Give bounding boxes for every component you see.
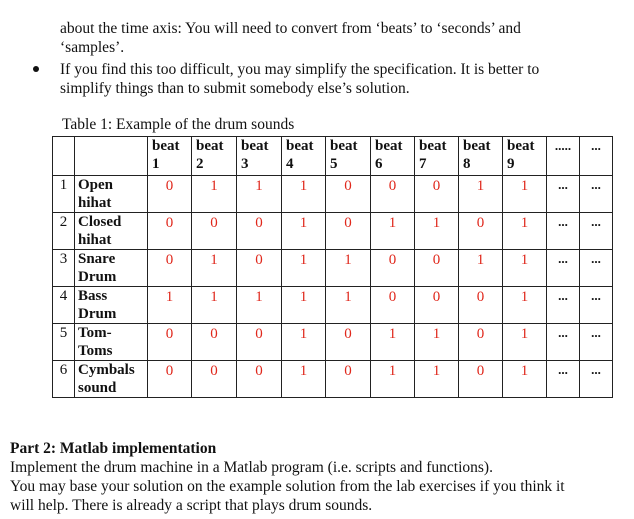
beat-number: 2 <box>196 156 204 172</box>
beat-value: 1 <box>503 287 547 324</box>
intro-line-1: about the time axis: You will need to convert from ‘beats’ to ‘seconds’ and <box>60 20 521 37</box>
header-empty-name <box>75 137 148 176</box>
header-dots-a: ..... <box>547 137 580 176</box>
intro-line-2: ‘samples’. <box>60 39 125 56</box>
drum-name-line-2: hihat <box>78 195 112 211</box>
header-beat <box>237 137 282 176</box>
beat-number: 8 <box>463 156 471 172</box>
beat-value: 0 <box>192 213 237 250</box>
beat-value: 1 <box>459 176 503 213</box>
beat-value: 0 <box>148 250 192 287</box>
beat-value: 0 <box>415 287 459 324</box>
beat-value: 0 <box>326 361 371 398</box>
header-empty-num <box>53 137 75 176</box>
header-beat <box>459 137 503 176</box>
beat-value: 0 <box>415 176 459 213</box>
beat-value: 1 <box>282 361 326 398</box>
row-number: 2 <box>53 213 75 250</box>
beat-value: 1 <box>371 324 415 361</box>
beat-value: 1 <box>459 250 503 287</box>
table-row <box>53 361 613 398</box>
header-dots-b: ... <box>580 137 613 176</box>
beat-value: 1 <box>192 250 237 287</box>
header-beat <box>192 137 237 176</box>
row-number: 3 <box>53 250 75 287</box>
row-dots-a: ... <box>547 176 580 213</box>
bullet-line-2: simplify things than to submit somebody else’s solution. <box>60 80 410 97</box>
drum-name-line-1: Snare <box>78 251 116 267</box>
table-row <box>53 213 613 250</box>
drum-name <box>75 250 148 287</box>
drum-name-line-1: Cymbals <box>78 362 135 378</box>
drum-name <box>75 287 148 324</box>
table-row <box>53 176 613 213</box>
header-beat <box>148 137 192 176</box>
beat-number: 6 <box>375 156 383 172</box>
beat-word: beat <box>152 138 180 154</box>
beat-value: 1 <box>282 250 326 287</box>
beat-value: 1 <box>371 361 415 398</box>
drum-sounds-table <box>52 136 613 398</box>
beat-value: 1 <box>415 361 459 398</box>
beat-number: 9 <box>507 156 515 172</box>
beat-value: 0 <box>415 250 459 287</box>
row-dots-b: ... <box>580 250 613 287</box>
beat-value: 0 <box>148 361 192 398</box>
beat-value: 0 <box>459 324 503 361</box>
beat-value: 0 <box>326 213 371 250</box>
beat-value: 0 <box>192 361 237 398</box>
row-dots-b: ... <box>580 213 613 250</box>
beat-value: 1 <box>282 324 326 361</box>
beat-value: 1 <box>237 176 282 213</box>
beat-value: 0 <box>459 361 503 398</box>
drum-name-line-1: Open <box>78 177 114 193</box>
part2-heading: Part 2: Matlab implementation <box>10 440 217 457</box>
part2-line-2: You may base your solution on the example solution from the lab exercises if you think it <box>10 478 565 495</box>
beat-number: 5 <box>330 156 338 172</box>
row-dots-a: ... <box>547 250 580 287</box>
beat-value: 1 <box>237 287 282 324</box>
row-number: 5 <box>53 324 75 361</box>
beat-value: 0 <box>371 287 415 324</box>
beat-value: 0 <box>237 250 282 287</box>
drum-name <box>75 213 148 250</box>
drum-name <box>75 324 148 361</box>
beat-value: 1 <box>503 213 547 250</box>
beat-value: 1 <box>282 176 326 213</box>
beat-value: 1 <box>503 324 547 361</box>
beat-value: 1 <box>192 176 237 213</box>
drum-name-line-1: Tom- <box>78 325 112 341</box>
header-beat <box>282 137 326 176</box>
header-beat <box>503 137 547 176</box>
table-row <box>53 250 613 287</box>
beat-value: 0 <box>371 250 415 287</box>
row-dots-a: ... <box>547 324 580 361</box>
beat-value: 1 <box>503 176 547 213</box>
beat-value: 0 <box>459 213 503 250</box>
beat-value: 1 <box>326 250 371 287</box>
drum-name-line-2: sound <box>78 380 117 396</box>
row-number: 1 <box>53 176 75 213</box>
beat-number: 1 <box>152 156 160 172</box>
table-header-row <box>53 137 613 176</box>
beat-value: 1 <box>148 287 192 324</box>
beat-value: 1 <box>503 250 547 287</box>
part2-line-1: Implement the drum machine in a Matlab program (i.e. scripts and functions). <box>10 459 493 476</box>
beat-value: 0 <box>237 324 282 361</box>
beat-number: 7 <box>419 156 427 172</box>
beat-value: 0 <box>237 361 282 398</box>
drum-name-line-2: Drum <box>78 306 117 322</box>
part2-line-3: will help. There is already a script that plays drum sounds. <box>10 497 373 514</box>
drum-name-line-1: Bass <box>78 288 108 304</box>
beat-value: 0 <box>326 324 371 361</box>
beat-value: 1 <box>282 213 326 250</box>
beat-value: 1 <box>192 287 237 324</box>
beat-word: beat <box>196 138 224 154</box>
beat-value: 1 <box>415 213 459 250</box>
table-row <box>53 324 613 361</box>
beat-word: beat <box>463 138 491 154</box>
beat-value: 0 <box>192 324 237 361</box>
drum-name-line-2: Drum <box>78 269 117 285</box>
beat-value: 1 <box>503 361 547 398</box>
beat-word: beat <box>286 138 314 154</box>
beat-word: beat <box>330 138 358 154</box>
row-dots-a: ... <box>547 361 580 398</box>
row-dots-a: ... <box>547 213 580 250</box>
header-beat <box>415 137 459 176</box>
header-beat <box>326 137 371 176</box>
beat-word: beat <box>241 138 269 154</box>
beat-word: beat <box>419 138 447 154</box>
drum-name-line-2: hihat <box>78 232 112 248</box>
beat-value: 0 <box>148 213 192 250</box>
beat-value: 1 <box>282 287 326 324</box>
beat-value: 0 <box>148 324 192 361</box>
beat-value: 0 <box>326 176 371 213</box>
row-dots-b: ... <box>580 176 613 213</box>
table-row <box>53 287 613 324</box>
beat-value: 1 <box>371 213 415 250</box>
drum-name-line-1: Closed <box>78 214 122 230</box>
beat-value: 0 <box>148 176 192 213</box>
bullet-line-1: If you find this too difficult, you may simplify the specification. It is better to <box>60 61 540 78</box>
row-dots-b: ... <box>580 287 613 324</box>
beat-value: 1 <box>415 324 459 361</box>
drum-name-line-2: Toms <box>78 343 113 359</box>
table-caption: Table 1: Example of the drum sounds <box>62 116 295 133</box>
header-beat <box>371 137 415 176</box>
beat-number: 4 <box>286 156 294 172</box>
row-dots-a: ... <box>547 287 580 324</box>
row-dots-b: ... <box>580 324 613 361</box>
row-number: 6 <box>53 361 75 398</box>
beat-word: beat <box>375 138 403 154</box>
beat-word: beat <box>507 138 535 154</box>
beat-value: 0 <box>237 213 282 250</box>
beat-number: 3 <box>241 156 249 172</box>
bullet-icon <box>33 66 39 72</box>
drum-name <box>75 361 148 398</box>
row-dots-b: ... <box>580 361 613 398</box>
beat-value: 0 <box>371 176 415 213</box>
drum-name <box>75 176 148 213</box>
row-number: 4 <box>53 287 75 324</box>
beat-value: 0 <box>459 287 503 324</box>
beat-value: 1 <box>326 287 371 324</box>
